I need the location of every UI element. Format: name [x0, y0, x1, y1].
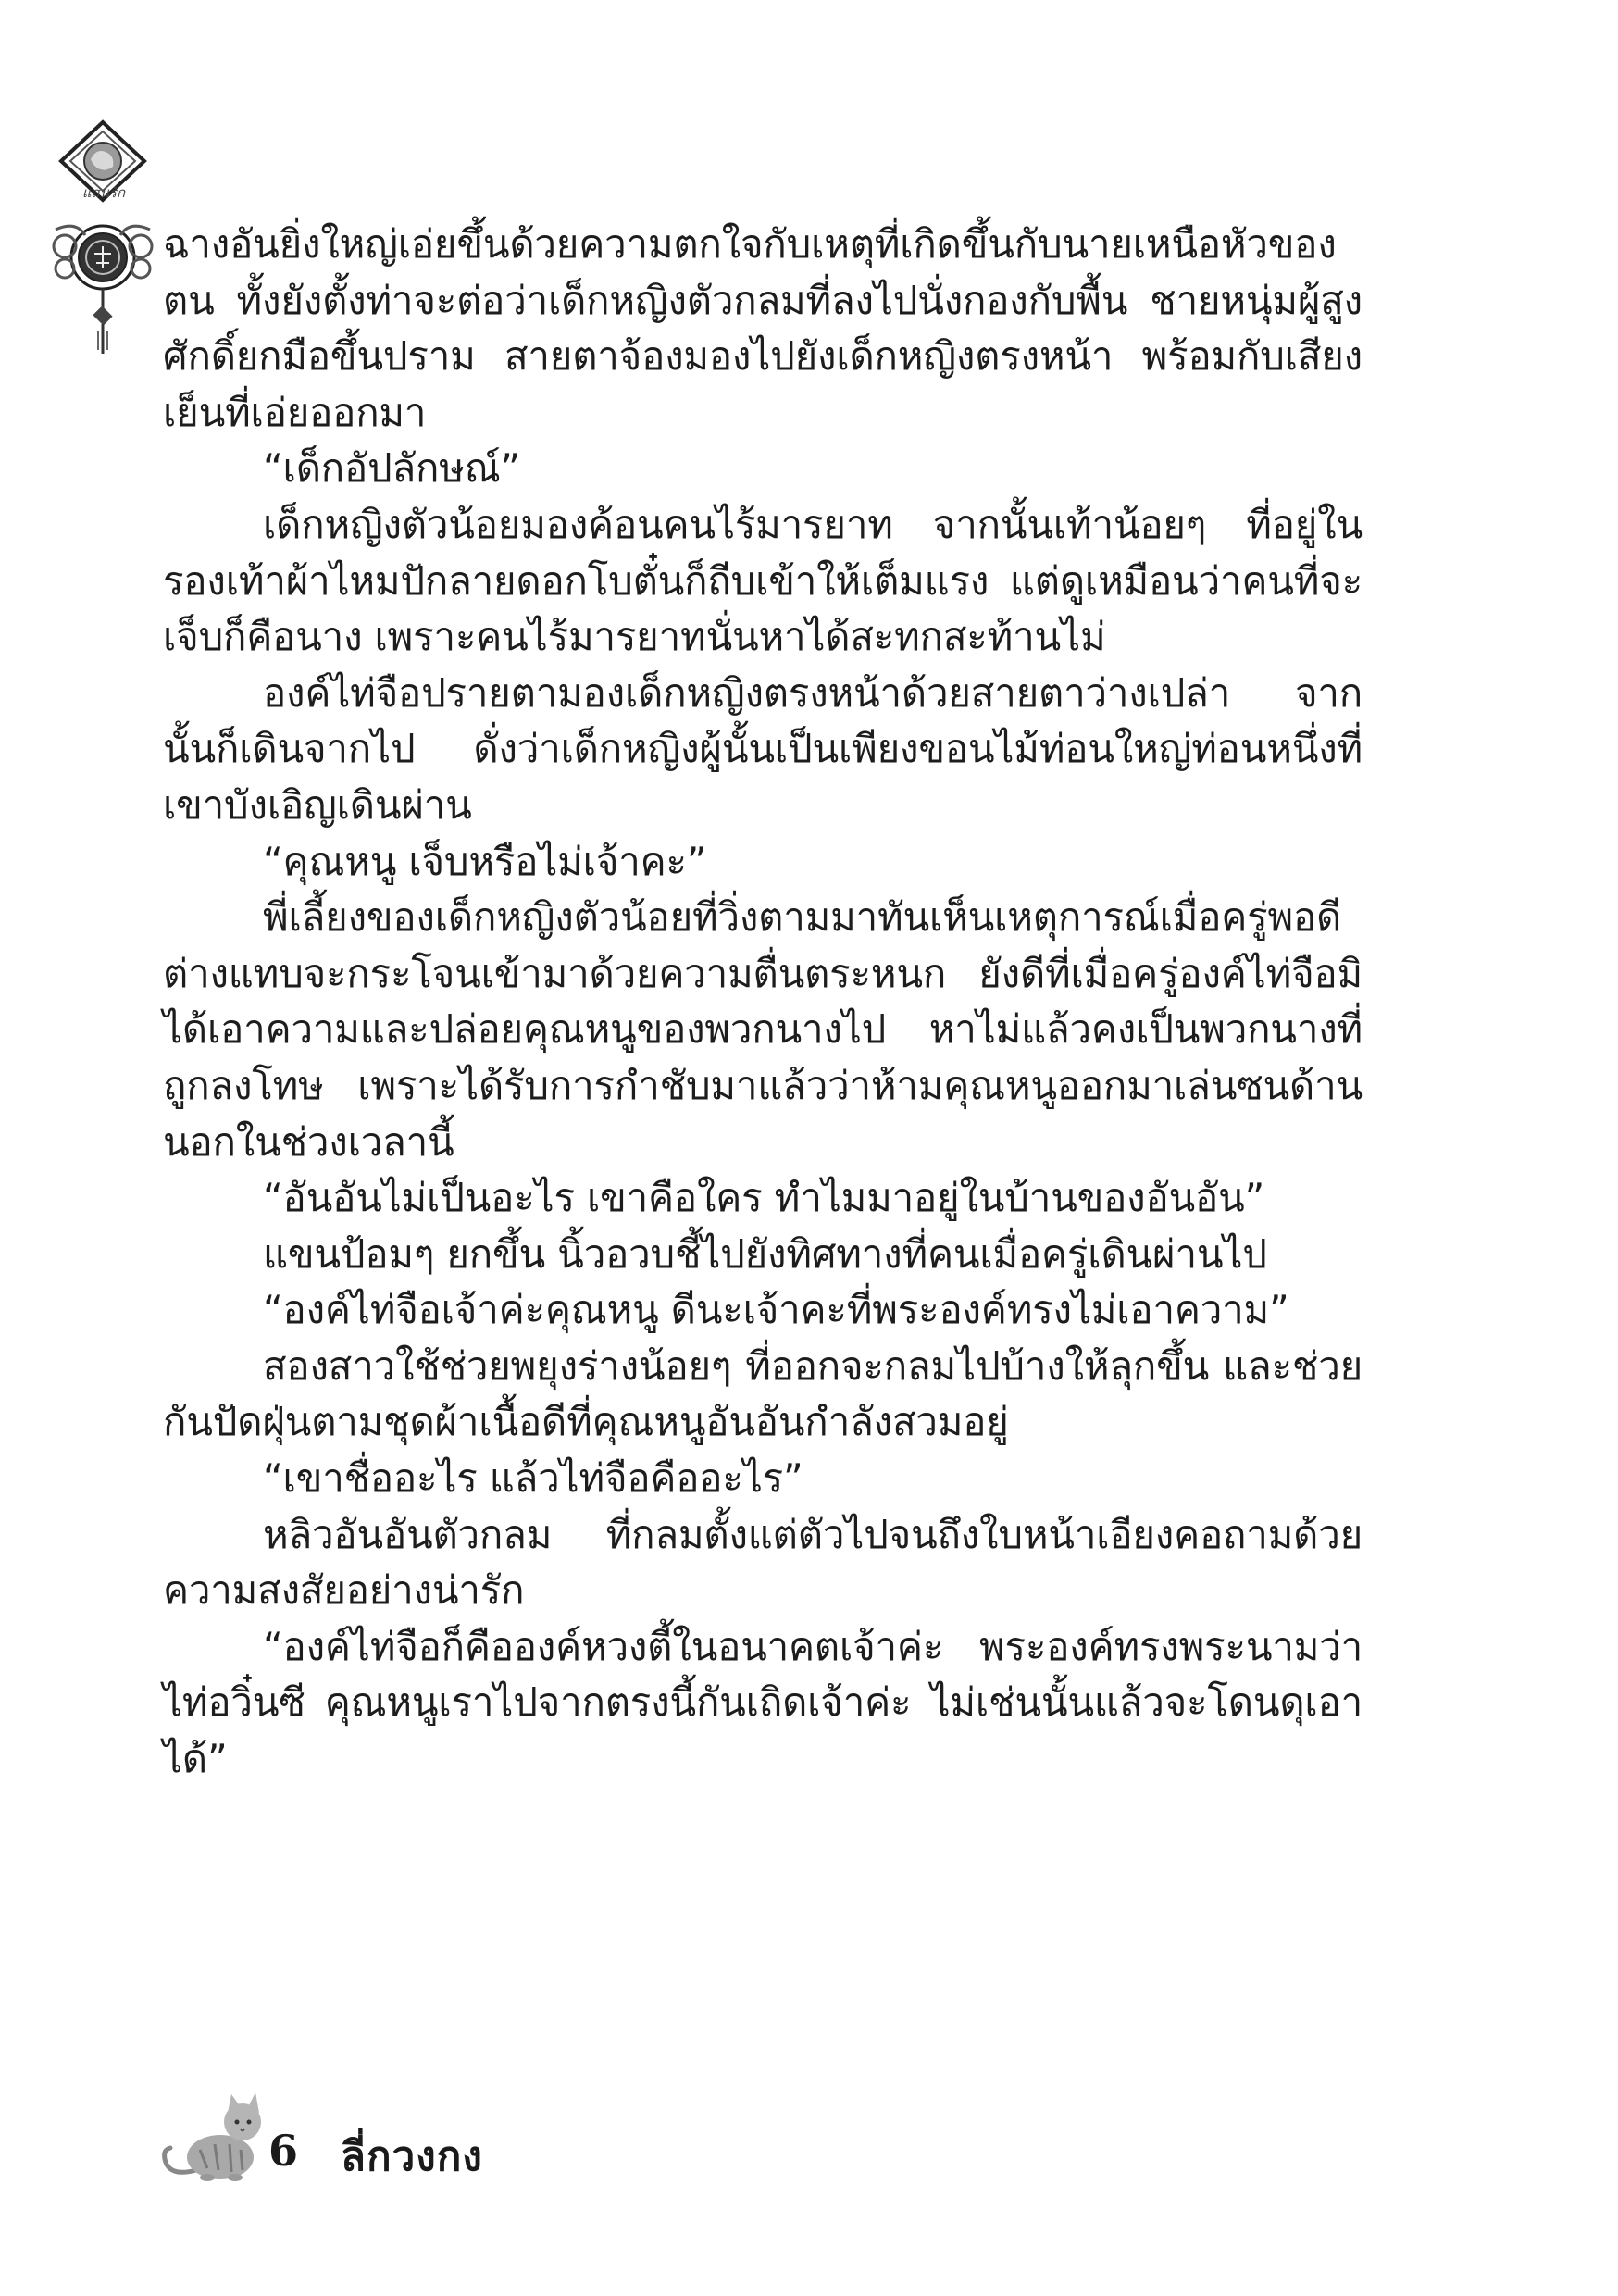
paragraph: พี่เลี้ยงของเด็กหญิงตัวน้อยที่วิ่งตามมาทันเห็นเหตุการณ์เมื่อครู่พอดี ต่างแทบจะกระโจนเข้ามาด้วยความตื่นตระหนก ยังดีที่เมื่อครู่องค์ไท่จือมิได้เอาความและปล่อยคุณหนูของพวกนางไป หาไม่แล้วคงเป็นพวกนางที่ถูกลงโทษ เพราะได้รับการกำชับมาแล้วว่าห้ามคุณหนูออกมาเล่นซนด้านนอกในช่วงเวลานี้: [163, 894, 1363, 1165]
paragraph: ฉางอันยิ่งใหญ่เอ่ยขึ้นด้วยความตกใจกับเหตุที่เกิดขึ้นกับนายเหนือหัวของตน ทั้งยังตั้งท่าจะต่อว่าเด็กหญิงตัวกลมที่ลงไปนั่งกองกับพื้น ชายหนุ่มผู้สูงศักดิ์ยกมือขึ้นปราม สายตาจ้องมองไปยังเด็กหญิงตรงหน้า พร้อมกับเสียงเย็นที่เอ่ยออกมา: [163, 221, 1363, 435]
paragraph: “อันอันไม่เป็นอะไร เขาคือใคร ทำไมมาอยู่ในบ้านของอันอัน”: [263, 1175, 1265, 1221]
paragraph: เด็กหญิงตัวน้อยมองค้อนคนไร้มารยาท จากนั้นเท้าน้อยๆ ที่อยู่ในรองเท้าผ้าไหมปักลายดอกโบตั๋นก็ถีบเข้าให้เต็มแรง แต่ดูเหมือนว่าคนที่จะเจ็บก็คือนาง เพราะคนไร้มารยาทนั่นหาได้สะทกสะท้านไม่: [163, 501, 1363, 660]
paragraph: “คุณหนู เจ็บหรือไม่เจ้าคะ”: [263, 838, 707, 884]
body-text: [163, 217, 1363, 1788]
paragraph: “องค์ไท่จือเจ้าค่ะคุณหนู ดีนะเจ้าคะที่พระองค์ทรงไม่เอาความ”: [263, 1287, 1289, 1333]
author-name: ลี่กวงกง: [341, 2133, 483, 2180]
paragraph: สองสาวใช้ช่วยพยุงร่างน้อยๆ ที่ออกจะกลมไปบ้างให้ลุกขึ้น และช่วยกันปัดฝุ่นตามชุดผ้าเนื้อดีที่คุณหนูอันอันกำลังสวมอยู่: [163, 1342, 1363, 1445]
paragraph: “องค์ไท่จือก็คือองค์หวงตี้ในอนาคตเจ้าค่ะ พระองค์ทรงพระนามว่าไท่อวิ๋นซี คุณหนูเราไปจากตรงนี้กันเถิดเจ้าค่ะ ไม่เช่นนั้นแล้วจะโดนดุเอาได้”: [163, 1623, 1363, 1782]
paragraph: “เขาชื่ออะไร แล้วไท่จือคืออะไร”: [263, 1455, 803, 1502]
paragraph: องค์ไท่จือปรายตามองเด็กหญิงตรงหน้าด้วยสายตาว่างเปล่า จากนั้นก็เดินจากไป ดั่งว่าเด็กหญิงผู้นั้นเป็นเพียงขอนไม้ท่อนใหญ่ท่อนหนึ่งที่เขาบังเอิญเดินผ่าน: [163, 669, 1363, 828]
paragraph: หลิวอันอันตัวกลม ที่กลมตั้งแต่ตัวไปจนถึงใบหน้าเอียงคอถามด้วยความสงสัยอย่างน่ารัก: [163, 1511, 1363, 1614]
page-footer: [156, 2081, 803, 2192]
page-number: 6: [268, 2126, 299, 2176]
paragraph: แขนป้อมๆ ยกขึ้น นิ้วอวบชี้ไปยังทิศทางที่คนเมื่อครู่เดินผ่านไป: [263, 1230, 1267, 1277]
publisher-logo-text: แสนรัก: [81, 184, 126, 201]
chinese-knot-ornament-icon: [48, 119, 157, 359]
cat-icon: [159, 2085, 280, 2187]
paragraph: “เด็กอัปลักษณ์”: [263, 445, 521, 492]
